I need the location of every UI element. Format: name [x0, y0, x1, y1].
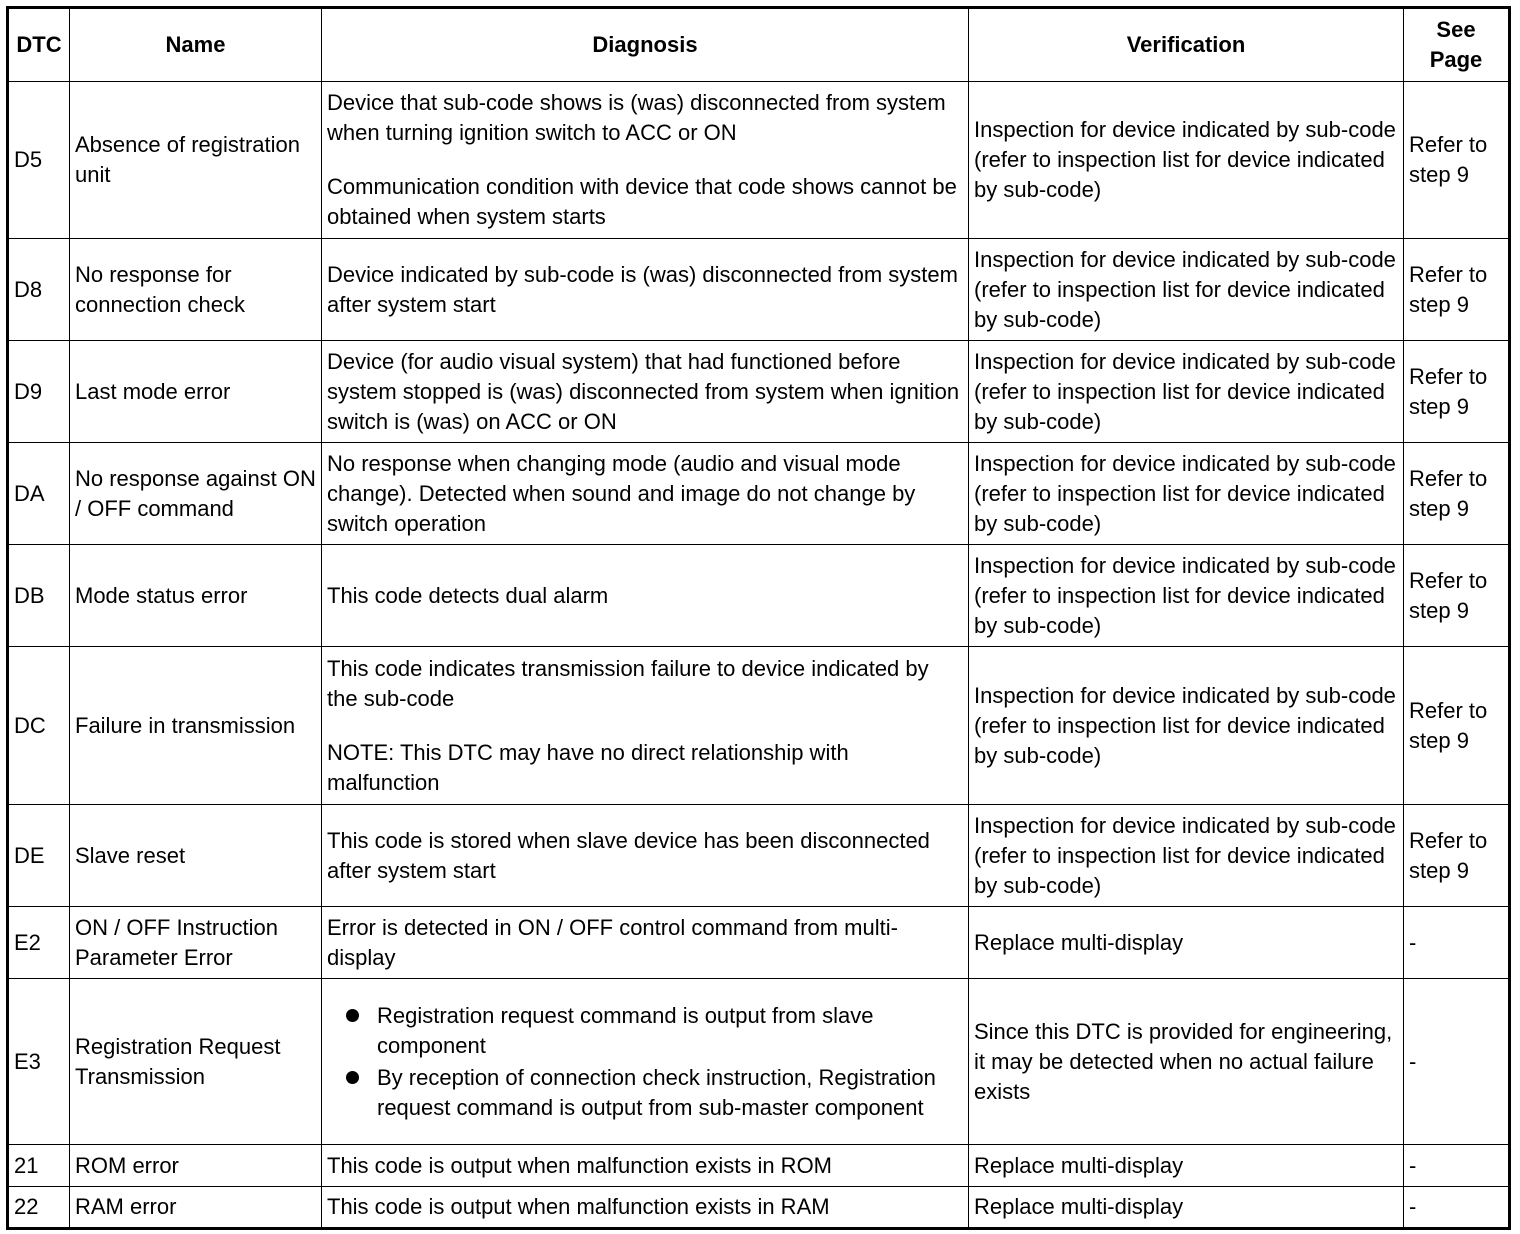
- dtc-code: E2: [8, 907, 70, 979]
- diagnosis-note: NOTE: This DTC may have no direct relationship with malfunction: [327, 739, 849, 795]
- dtc-see-page: -: [1404, 1145, 1510, 1187]
- header-diagnosis: Diagnosis: [322, 8, 969, 82]
- dtc-verification: Inspection for device indicated by sub-code (refer to inspection list for device indicated by sub-code): [969, 545, 1404, 647]
- dtc-code: 22: [8, 1187, 70, 1229]
- header-verification: Verification: [969, 8, 1404, 82]
- dtc-name: No response against ON / OFF command: [70, 443, 322, 545]
- dtc-code: D9: [8, 341, 70, 443]
- table-row: [8, 1145, 1510, 1187]
- dtc-name: Slave reset: [70, 805, 322, 907]
- dtc-see-page: Refer to step 9: [1404, 647, 1510, 805]
- dtc-diagnosis: [322, 979, 969, 1145]
- table-row: [8, 647, 1510, 805]
- dtc-verification: Inspection for device indicated by sub-code (refer to inspection list for device indicated by sub-code): [969, 239, 1404, 341]
- dtc-diagnosis: [322, 1187, 969, 1229]
- diagnosis-bullet-item: Registration request command is output from slave component: [377, 1001, 963, 1061]
- dtc-name: RAM error: [70, 1187, 322, 1229]
- diagnosis-paragraph: Communication condition with device that code shows cannot be obtained when system starts: [327, 174, 957, 229]
- dtc-name: ON / OFF Instruction Parameter Error: [70, 907, 322, 979]
- dtc-diagnosis: [322, 805, 969, 907]
- dtc-verification: Replace multi-display: [969, 1145, 1404, 1187]
- diagnosis-paragraph: Device indicated by sub-code is (was) disconnected from system after system start: [327, 261, 958, 317]
- dtc-code: 21: [8, 1145, 70, 1187]
- dtc-code: DA: [8, 443, 70, 545]
- diagnosis-paragraph: This code is output when malfunction exists in ROM: [327, 1152, 833, 1178]
- dtc-verification: Replace multi-display: [969, 1187, 1404, 1229]
- dtc-name: Failure in transmission: [70, 647, 322, 805]
- table-row: [8, 979, 1510, 1145]
- dtc-see-page: -: [1404, 907, 1510, 979]
- header-row: [8, 8, 1510, 82]
- header-dtc: DTC: [8, 8, 70, 82]
- diagnosis-paragraph: This code detects dual alarm: [327, 582, 609, 608]
- dtc-name: Last mode error: [70, 341, 322, 443]
- dtc-name: ROM error: [70, 1145, 322, 1187]
- dtc-code: D8: [8, 239, 70, 341]
- dtc-diagnosis: [322, 647, 969, 805]
- dtc-diagnosis: [322, 907, 969, 979]
- dtc-code: DC: [8, 647, 70, 805]
- dtc-diagnosis: [322, 443, 969, 545]
- header-see-page-line2: Page: [1429, 47, 1483, 72]
- dtc-see-page: Refer to step 9: [1404, 545, 1510, 647]
- dtc-diagnosis: [322, 545, 969, 647]
- dtc-verification: Inspection for device indicated by sub-code (refer to inspection list for device indicated by sub-code): [969, 443, 1404, 545]
- diagnosis-paragraph: No response when changing mode (audio and visual mode change). Detected when sound and image do not change by switch operation: [327, 450, 916, 536]
- dtc-diagnosis: [322, 82, 969, 239]
- table-row: [8, 545, 1510, 647]
- dtc-see-page: Refer to step 9: [1404, 341, 1510, 443]
- table-row: [8, 341, 1510, 443]
- dtc-verification: Inspection for device indicated by sub-code (refer to inspection list for device indicated by sub-code): [969, 341, 1404, 443]
- dtc-see-page: -: [1404, 979, 1510, 1145]
- dtc-code: E3: [8, 979, 70, 1145]
- dtc-see-page: Refer to step 9: [1404, 805, 1510, 907]
- dtc-verification: Inspection for device indicated by sub-code (refer to inspection list for device indicated by sub-code): [969, 805, 1404, 907]
- dtc-code: DE: [8, 805, 70, 907]
- diagnosis-paragraph: This code indicates transmission failure to device indicated by the sub-code: [327, 655, 929, 711]
- table-row: [8, 907, 1510, 979]
- dtc-verification: Since this DTC is provided for engineering, it may be detected when no actual failure exists: [969, 979, 1404, 1145]
- diagnosis-paragraph: This code is output when malfunction exists in RAM: [327, 1194, 830, 1219]
- diagnosis-bullet-list: [327, 1001, 963, 1123]
- dtc-see-page: Refer to step 9: [1404, 82, 1510, 239]
- table-row: [8, 1187, 1510, 1229]
- table-row: [8, 239, 1510, 341]
- dtc-name: Mode status error: [70, 545, 322, 647]
- table-row: [8, 805, 1510, 907]
- diagnosis-bullet-item: By reception of connection check instruction, Registration request command is output from sub-master component: [377, 1063, 963, 1123]
- diagnosis-paragraph: This code is stored when slave device has been disconnected after system start: [327, 827, 930, 883]
- table-row: [8, 82, 1510, 239]
- dtc-code: D5: [8, 82, 70, 239]
- header-see-page: [1404, 8, 1510, 82]
- table-row: [8, 443, 1510, 545]
- dtc-name: Registration Request Transmission: [70, 979, 322, 1145]
- diagnosis-paragraph: Device that sub-code shows is (was) disconnected from system when turning ignition switch to ACC or ON: [327, 90, 946, 145]
- dtc-see-page: Refer to step 9: [1404, 443, 1510, 545]
- diagnosis-paragraph: Device (for audio visual system) that had functioned before system stopped is (was) disconnected from system when ignition switch is (was) on ACC or ON: [327, 348, 960, 434]
- dtc-name: Absence of registration unit: [70, 82, 322, 239]
- header-see-page-line1: See: [1436, 17, 1476, 42]
- dtc-name: No response for connection check: [70, 239, 322, 341]
- dtc-code: DB: [8, 545, 70, 647]
- dtc-diagnosis: [322, 1145, 969, 1187]
- dtc-verification: Replace multi-display: [969, 907, 1404, 979]
- dtc-table: [6, 6, 1511, 1230]
- dtc-diagnosis: [322, 239, 969, 341]
- header-name: Name: [70, 8, 322, 82]
- dtc-see-page: Refer to step 9: [1404, 239, 1510, 341]
- dtc-see-page: -: [1404, 1187, 1510, 1229]
- dtc-diagnosis: [322, 341, 969, 443]
- diagnosis-paragraph: Error is detected in ON / OFF control command from multi-display: [327, 914, 898, 970]
- dtc-verification: Inspection for device indicated by sub-code (refer to inspection list for device indicated by sub-code): [969, 647, 1404, 805]
- dtc-verification: Inspection for device indicated by sub-code (refer to inspection list for device indicated by sub-code): [969, 82, 1404, 239]
